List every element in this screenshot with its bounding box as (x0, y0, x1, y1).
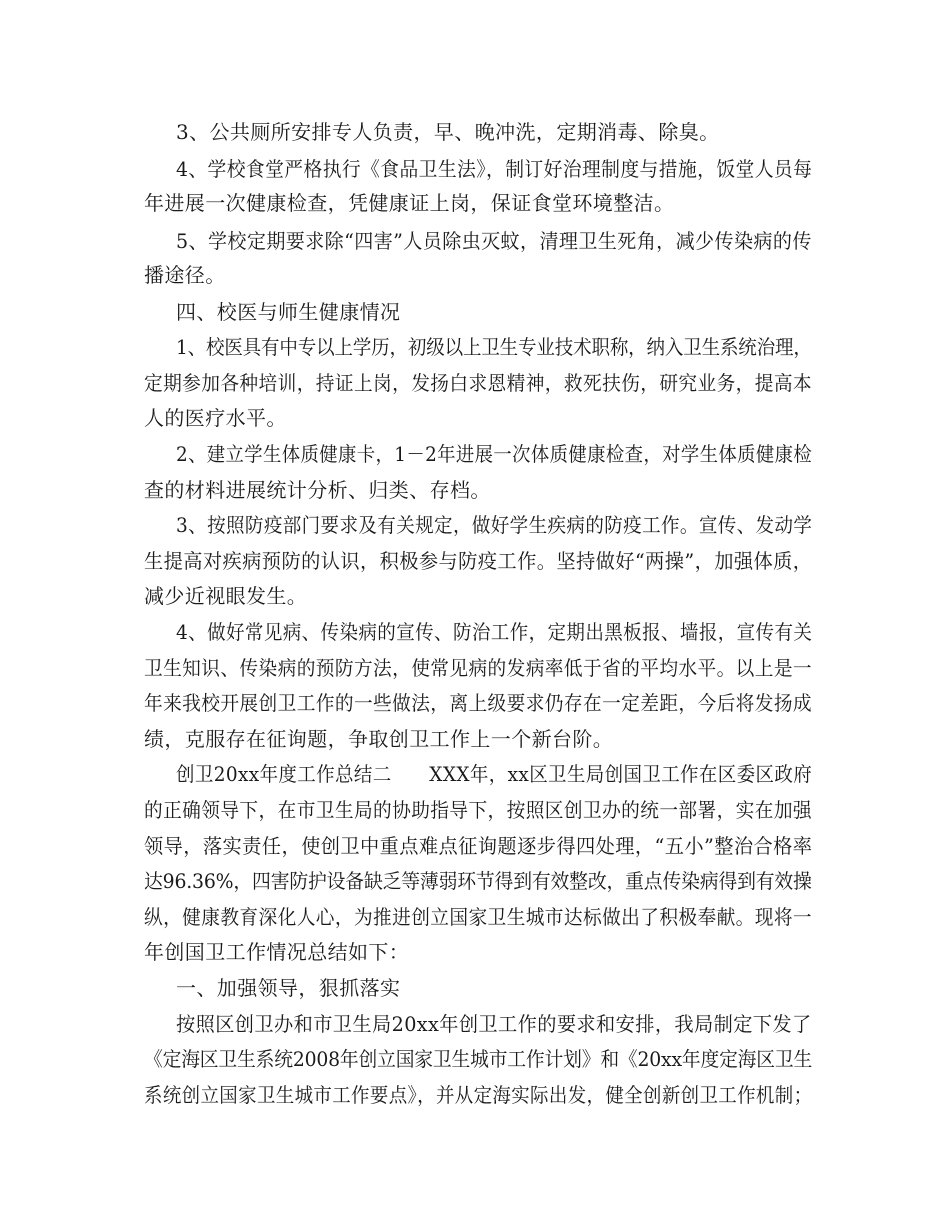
text-line: 达96.36%，四害防护设备缺乏等薄弱环节得到有效整改，重点传染病得到有效操 (144, 869, 812, 893)
text-line: 4、学校食堂严格执行《食品卫生法》，制订好治理制度与措施，饭堂人员每 (176, 157, 813, 181)
text-line: 绩，克服存在征询题，争取创卫工作上一个新台阶。 (144, 727, 614, 751)
text-line: 的正确领导下，在市卫生局的协助指导下，按照区创卫办的统一部署，实在加强 (144, 798, 813, 822)
text-line: 减少近视眼发生。 (144, 584, 308, 608)
text-line: 4、做好常见病、传染病的宣传、防治工作，定期出黑板报、墙报，宣传有关 (176, 620, 813, 644)
text-line: 年来我校开展创卫工作的一些做法，离上级要求仍存在一定差距，今后将发扬成 (144, 691, 813, 715)
text-line: 按照区创卫办和市卫生局20xx年创卫工作的要求和安排，我局制定下发了 (176, 1012, 812, 1036)
text-line: 定期参加各种培训，持证上岗，发扬白求恩精神，救死扶伤，研究业务，提高本 (144, 371, 813, 395)
text-line: 《定海区卫生系统2008年创立国家卫生城市工作计划》和《20xx年度定海区卫生 (144, 1047, 813, 1071)
text-line: 系统创立国家卫生城市工作要点》，并从定海实际出发，健全创新创卫工作机制； (144, 1083, 813, 1107)
text-line: 5、学校定期要求除“四害”人员除虫灭蚊，清理卫生死角，减少传染病的传 (176, 229, 812, 253)
text-line: 3、按照防疫部门要求及有关规定，做好学生疾病的防疫工作。宣传、发动学 (176, 513, 813, 537)
text-line: 生提高对疾病预防的认识，积极参与防疫工作。坚持做好“两操”，加强体质， (144, 549, 813, 573)
text-line: 纵，健康教育深化人心，为推进创立国家卫生城市达标做出了积极奉献。现将一 (144, 905, 813, 929)
section-heading: 一、加强领导，狠抓落实 (176, 976, 401, 1000)
text-line: 领导，落实责任，使创卫中重点难点征询题逐步得四处理，“五小”整治合格率 (144, 834, 813, 858)
text-line: 查的材料进展统计分析、归类、存档。 (144, 478, 491, 502)
text-line: 年进展一次健康检查，凭健康证上岗，保证食堂环境整洁。 (144, 191, 675, 215)
text-line: 2、建立学生体质健康卡，1－2年进展一次体质健康检查，对学生体质健康检 (176, 442, 813, 466)
text-line: 人的医疗水平。 (144, 406, 287, 430)
text-line: 播途径。 (144, 263, 226, 287)
section-heading: 四、校医与师生健康情况 (176, 300, 401, 324)
text-line: 3、公共厕所安排专人负责，早、晚冲洗，定期消毒、除臭。 (176, 120, 720, 144)
text-line: 卫生知识、传染病的预防方法，使常见病的发病率低于省的平均水平。以上是一 (144, 656, 813, 680)
text-line: 1、校医具有中专以上学历，初级以上卫生专业技术职称，纳入卫生系统治理， (176, 335, 812, 359)
text-line: 年创国卫工作情况总结如下： (144, 940, 410, 964)
text-line: 创卫20xx年度工作总结二 XXX年，xx区卫生局创国卫工作在区委区政府 (176, 762, 813, 786)
